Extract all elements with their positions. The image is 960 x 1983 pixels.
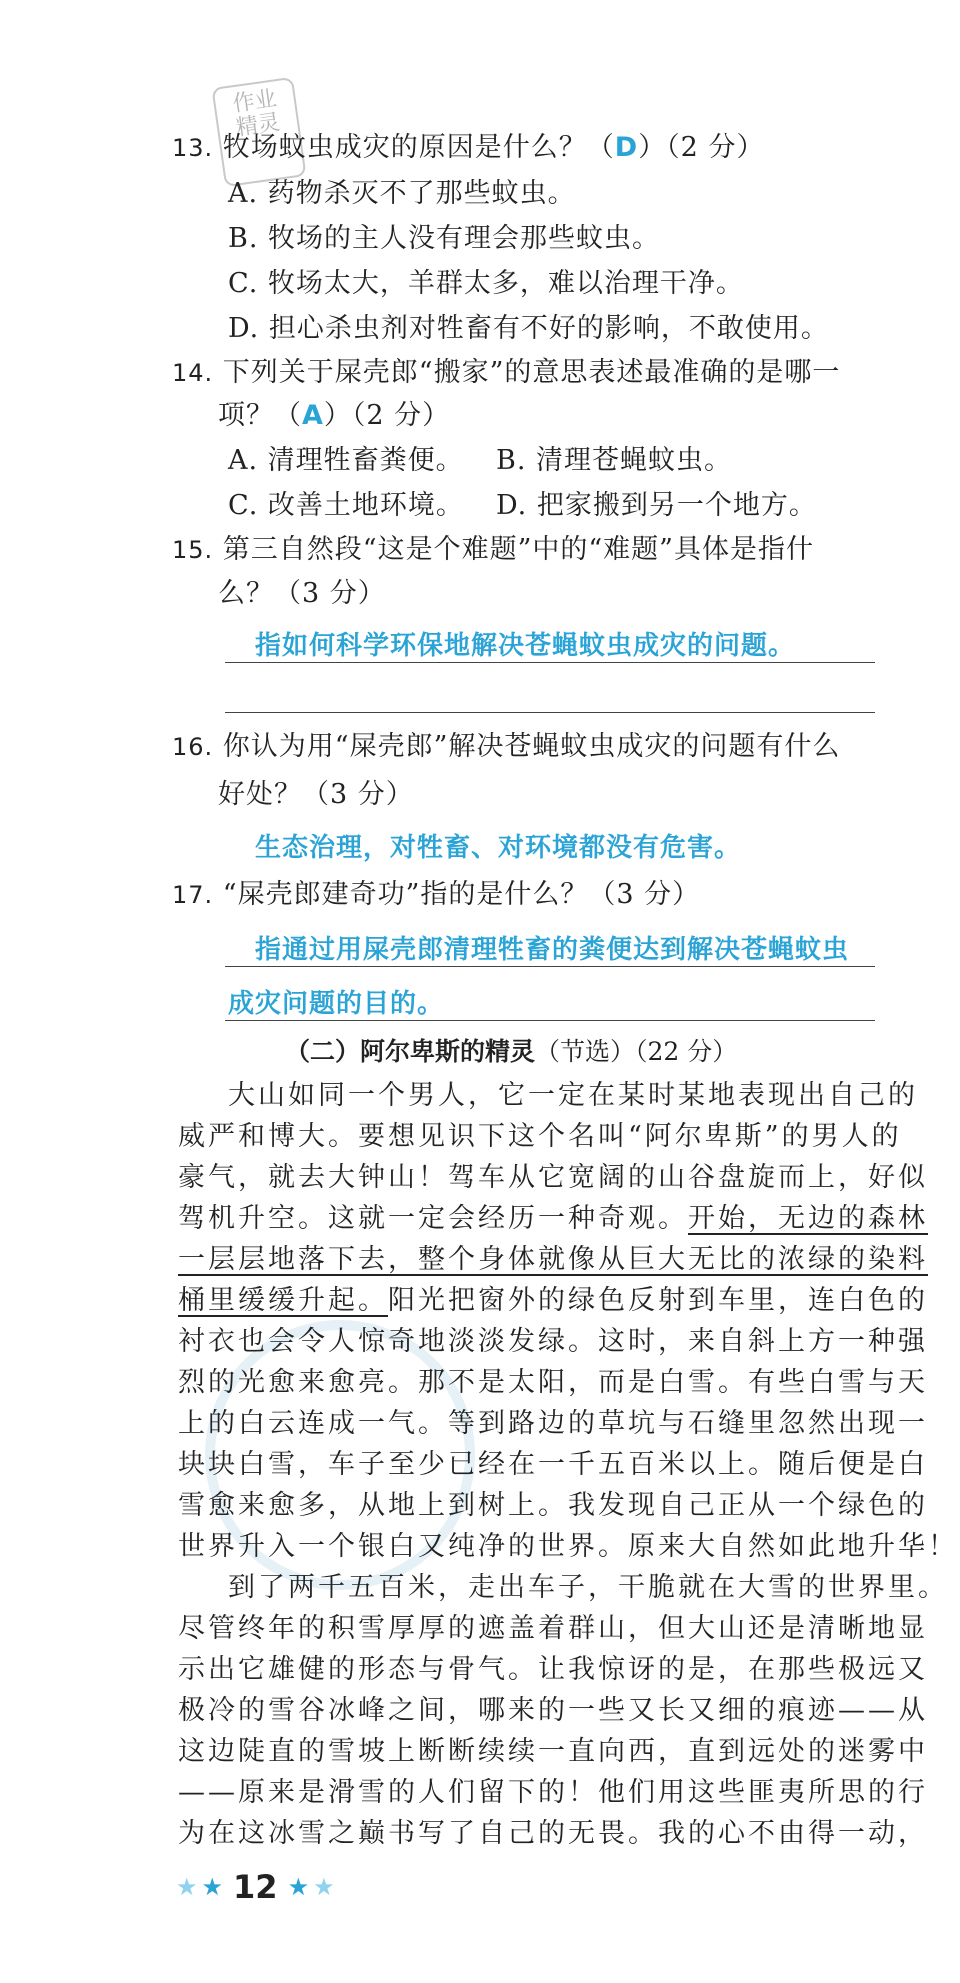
- passage-line: 示出它雄健的形态与骨气。让我惊讶的是，在那些极远又: [178, 1654, 928, 1685]
- stamp-line-2: 精灵: [234, 110, 282, 142]
- passage-line: 雪愈来愈多，从地上到树上。我发现自己正从一个绿色的: [178, 1490, 928, 1521]
- answer-text-2: 成灾问题的目的。: [228, 989, 445, 1019]
- passage-line: 世界升入一个银白又纯净的世界。原来大自然如此地升华！: [178, 1531, 958, 1562]
- option-a: A. 清理牲畜粪便。: [228, 445, 464, 476]
- question-14-line2: [218, 396, 450, 436]
- page-footer: [176, 1868, 339, 1906]
- passage-line: 尽管终年的积雪厚厚的遮盖着群山，但大山还是清晰地显: [178, 1613, 928, 1644]
- star-icon: ★: [287, 1873, 310, 1901]
- passage-line: 这边陡直的雪坡上断断续续一直向西，直到远处的迷雾中: [178, 1736, 928, 1767]
- passage-line: 到了两千五百米，走出车子，干脆就在大雪的世界里。: [228, 1572, 948, 1603]
- star-icon: ★: [313, 1873, 335, 1901]
- answer-text: 生态治理，对牲畜、对环境都没有危害。: [255, 833, 742, 863]
- question-17: [172, 875, 700, 915]
- passage-line: 豪气，就去大钟山！驾车从它宽阔的山谷盘旋而上，好似: [178, 1162, 928, 1193]
- underlined-text: 开始，无边的森林: [688, 1203, 928, 1234]
- passage-line: 烈的光愈来愈亮。那不是太阳，而是白雪。有些白雪与天: [178, 1367, 928, 1398]
- option-b: B. 牧场的主人没有理会那些蚊虫。: [228, 223, 661, 254]
- answer-line: [225, 1020, 875, 1021]
- question-score: ）（2 分）: [323, 400, 451, 431]
- passage-line: ——原来是滑雪的人们留下的！他们用这些匪夷所思的行: [178, 1777, 928, 1808]
- star-icon: ★: [176, 1873, 198, 1901]
- answer-text-1: 指通过用屎壳郎清理牲畜的粪便达到解决苍蝇蚊虫: [255, 935, 850, 965]
- stamp-line-1: 作业: [231, 86, 279, 118]
- question-stem: 第三自然段“这是个难题”中的“难题”具体是指什: [222, 534, 814, 565]
- answer-text: 指如何科学环保地解决苍蝇蚊虫成灾的问题。: [255, 631, 796, 661]
- question-number: 17.: [172, 881, 214, 909]
- question-13: [172, 128, 764, 168]
- question-number: 15.: [172, 536, 214, 564]
- page-number: 12: [233, 1868, 278, 1906]
- passage-line: 为在这冰雪之巅书写了自己的无畏。我的心不由得一动，: [178, 1818, 928, 1849]
- question-16-line2: 好处？（3 分）: [218, 779, 414, 810]
- section-heading: [285, 1032, 737, 1068]
- answer-line: [225, 662, 875, 663]
- question-stem: “屎壳郎建奇功”指的是什么？（3 分）: [222, 879, 701, 910]
- passage-line: 上的白云连成一气。等到路边的草坑与石缝里忽然出现一: [178, 1408, 928, 1439]
- underlined-text: 桶里缓缓升起。: [178, 1285, 388, 1316]
- passage-text: 阳光把窗外的绿色反射到车里，连白色的: [388, 1285, 928, 1316]
- passage-line: 极冷的雪谷冰峰之间，哪来的一些又长又细的痕迹——从: [178, 1695, 928, 1726]
- question-number: 13.: [172, 134, 214, 162]
- option-a: A. 药物杀灭不了那些蚊虫。: [228, 178, 576, 209]
- question-14: [172, 353, 840, 393]
- section-subtitle: （节选）（22 分）: [535, 1037, 738, 1066]
- question-score: ）（2 分）: [638, 132, 765, 163]
- option-b: B. 清理苍蝇蚊虫。: [496, 445, 733, 476]
- question-16: [172, 727, 840, 767]
- question-15-line2: 么？（3 分）: [218, 578, 386, 609]
- answer-line: [225, 712, 875, 713]
- option-d: D. 把家搬到另一个地方。: [496, 490, 817, 521]
- section-title: （二）阿尔卑斯的精灵: [285, 1037, 536, 1066]
- answer-choice: A: [302, 400, 324, 431]
- option-c: C. 改善土地环境。: [228, 490, 464, 521]
- question-number: 14.: [172, 359, 214, 387]
- passage-text: 驾机升空。这就一定会经历一种奇观。: [178, 1203, 688, 1234]
- option-c: C. 牧场太大，羊群太多，难以治理干净。: [228, 268, 744, 299]
- passage-line: 威严和博大。要想见识下这个名叫“阿尔卑斯”的男人的: [178, 1121, 902, 1152]
- question-number: 16.: [172, 733, 214, 761]
- answer-line: [225, 966, 875, 967]
- question-stem: 牧场蚊虫成灾的原因是什么？（: [222, 132, 615, 163]
- answer-choice: D: [614, 132, 639, 163]
- star-icon: ★: [201, 1873, 224, 1901]
- question-stem-cont: 项？（: [218, 400, 302, 431]
- option-d: D. 担心杀虫剂对牲畜有不好的影响，不敢使用。: [228, 313, 829, 344]
- passage-line: 大山如同一个男人，它一定在某时某地表现出自己的: [228, 1080, 918, 1111]
- question-15: [172, 530, 814, 570]
- question-stem: 下列关于屎壳郎“搬家”的意思表述最准确的是哪一: [222, 357, 841, 388]
- passage-line: 块块白雪，车子至少已经在一千五百米以上。随后便是白: [178, 1449, 928, 1480]
- passage-line: [178, 1281, 928, 1321]
- underlined-text: 一层层地落下去，整个身体就像从巨大无比的浓绿的染料: [178, 1244, 928, 1275]
- passage-line: [178, 1199, 928, 1239]
- question-stem: 你认为用“屎壳郎”解决苍蝇蚊虫成灾的问题有什么: [222, 731, 841, 762]
- passage-line: 衬衣也会令人惊奇地淡淡发绿。这时，来自斜上方一种强: [178, 1326, 928, 1357]
